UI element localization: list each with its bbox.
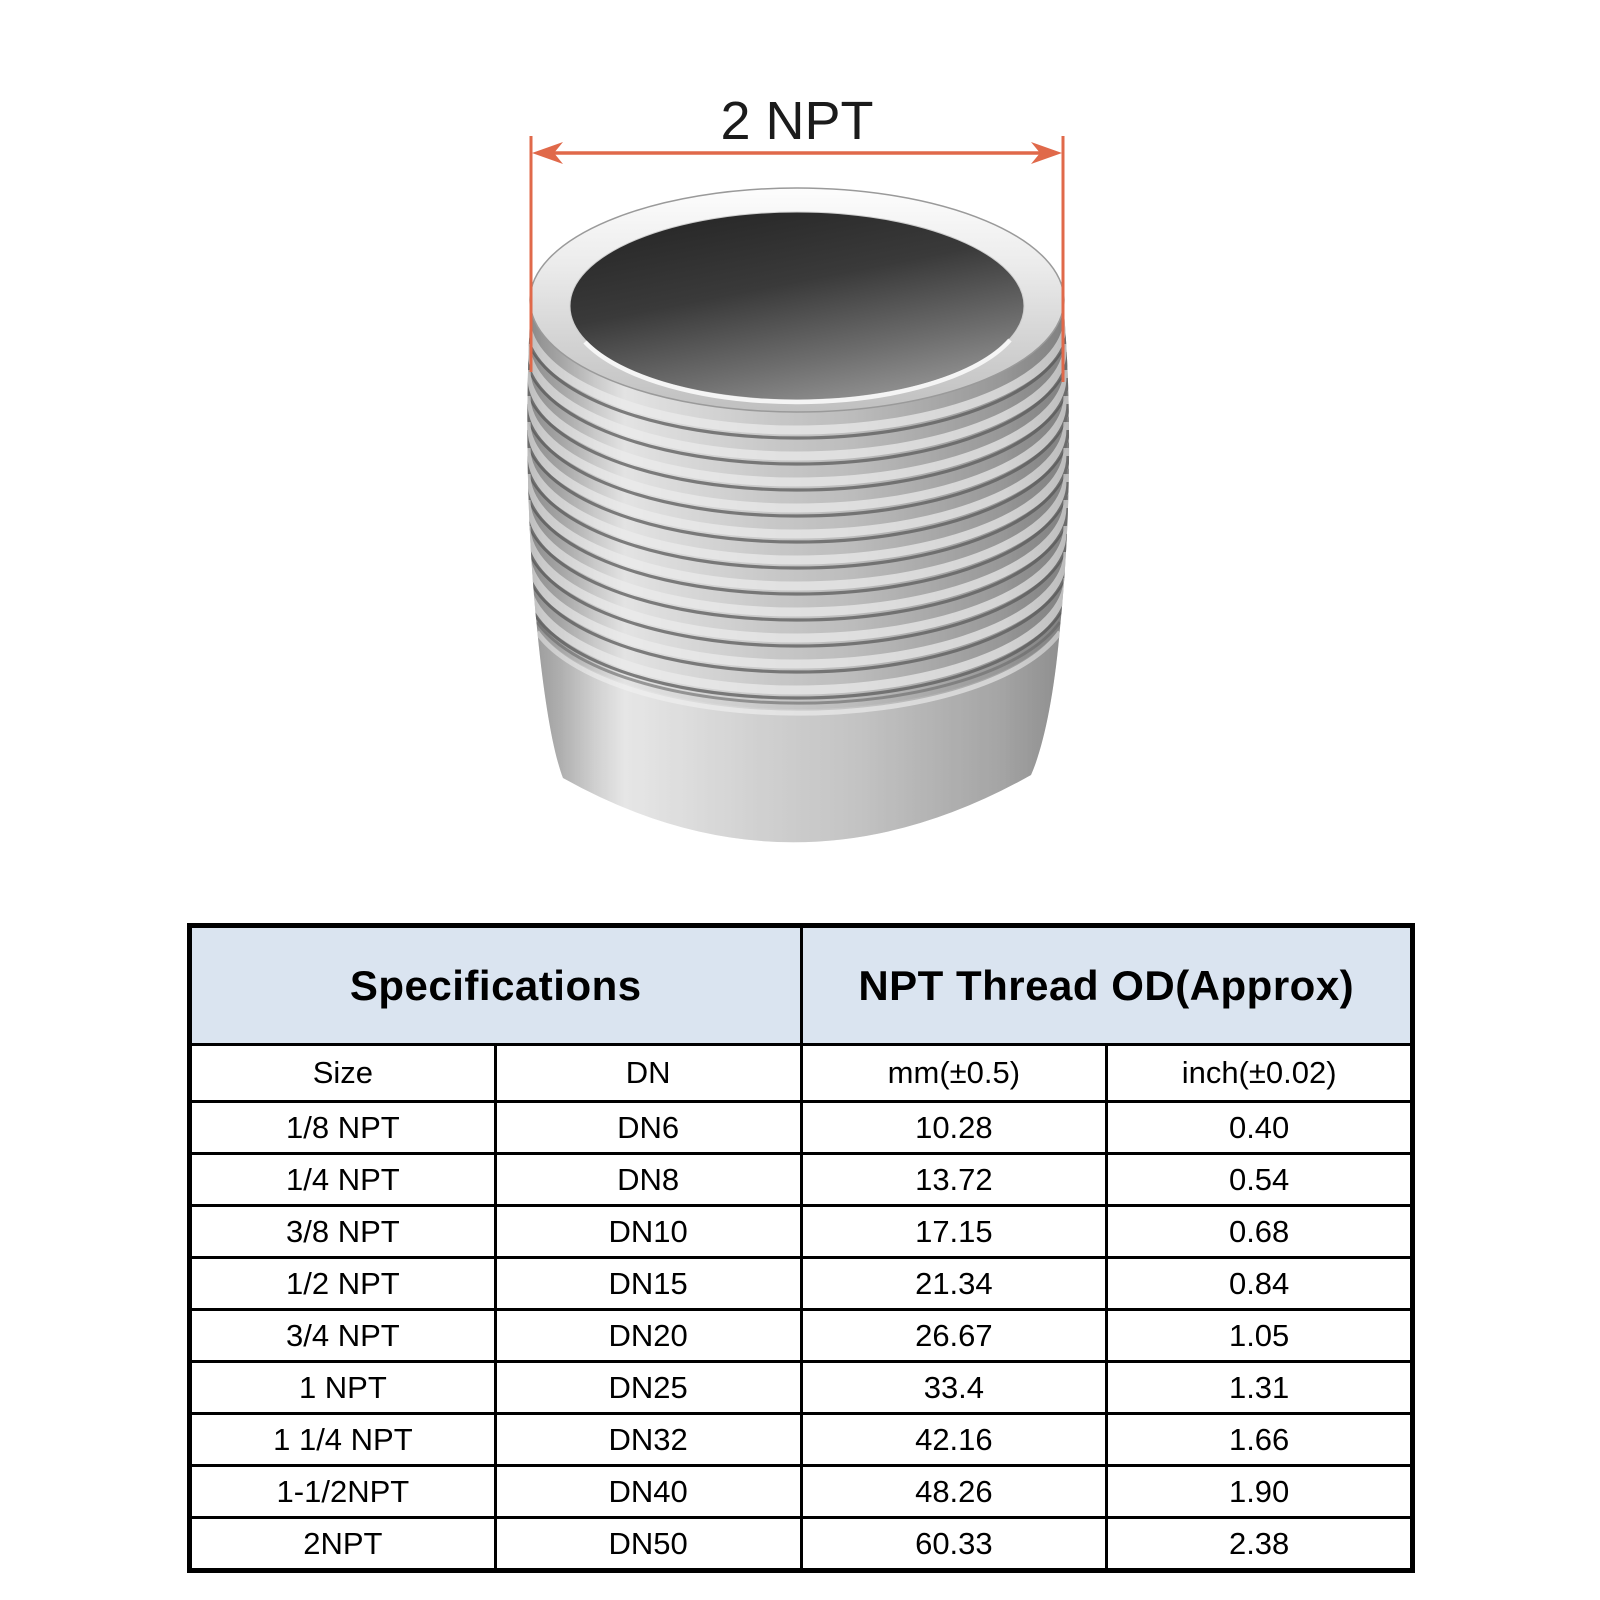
table-cell: DN15: [495, 1258, 801, 1310]
table-cell: 10.28: [801, 1102, 1107, 1154]
table-cell: 1/8 NPT: [190, 1102, 496, 1154]
table-cell: 3/8 NPT: [190, 1206, 496, 1258]
pipe-bore: [570, 212, 1024, 400]
table-cell: 0.84: [1107, 1258, 1413, 1310]
table-cell: 1.90: [1107, 1466, 1413, 1518]
column-header-mm: mm(±0.5): [801, 1045, 1107, 1102]
table-cell: 26.67: [801, 1310, 1107, 1362]
dimension-label: 2 NPT: [720, 91, 874, 151]
table-cell: DN6: [495, 1102, 801, 1154]
table-cell: 1/2 NPT: [190, 1258, 496, 1310]
table-cell: DN10: [495, 1206, 801, 1258]
table-row: [190, 1518, 1413, 1571]
group-header-specifications: Specifications: [190, 926, 802, 1045]
column-header-row: [190, 1045, 1413, 1102]
spec-table-body: [190, 1102, 1413, 1571]
column-header-size: Size: [190, 1045, 496, 1102]
table-cell: 21.34: [801, 1258, 1107, 1310]
group-header-npt-thread-od: NPT Thread OD(Approx): [801, 926, 1413, 1045]
table-cell: 2NPT: [190, 1518, 496, 1571]
table-cell: 0.40: [1107, 1102, 1413, 1154]
table-cell: 60.33: [801, 1518, 1107, 1571]
table-cell: 17.15: [801, 1206, 1107, 1258]
table-cell: DN25: [495, 1362, 801, 1414]
table-cell: DN8: [495, 1154, 801, 1206]
table-cell: DN20: [495, 1310, 801, 1362]
table-cell: 33.4: [801, 1362, 1107, 1414]
table-row: [190, 1258, 1413, 1310]
table-row: [190, 1102, 1413, 1154]
table-cell: 1.05: [1107, 1310, 1413, 1362]
table-cell: 2.38: [1107, 1518, 1413, 1571]
table-row: [190, 1154, 1413, 1206]
pipe-nipple-photo: [500, 185, 1100, 915]
table-row: [190, 1362, 1413, 1414]
column-header-dn: DN: [495, 1045, 801, 1102]
table-cell: 1 NPT: [190, 1362, 496, 1414]
table-cell: 13.72: [801, 1154, 1107, 1206]
table-cell: 1 1/4 NPT: [190, 1414, 496, 1466]
table-cell: DN40: [495, 1466, 801, 1518]
table-cell: 48.26: [801, 1466, 1107, 1518]
column-header-inch: inch(±0.02): [1107, 1045, 1413, 1102]
table-cell: DN50: [495, 1518, 801, 1571]
group-header-row: [190, 926, 1413, 1045]
table-cell: 3/4 NPT: [190, 1310, 496, 1362]
table-cell: 42.16: [801, 1414, 1107, 1466]
table-row: [190, 1310, 1413, 1362]
table-cell: 0.68: [1107, 1206, 1413, 1258]
table-cell: 0.54: [1107, 1154, 1413, 1206]
table-cell: 1.31: [1107, 1362, 1413, 1414]
table-row: [190, 1414, 1413, 1466]
table-cell: 1.66: [1107, 1414, 1413, 1466]
table-cell: DN32: [495, 1414, 801, 1466]
spec-table: [187, 923, 1415, 1573]
table-cell: 1-1/2NPT: [190, 1466, 496, 1518]
table-cell: 1/4 NPT: [190, 1154, 496, 1206]
table-row: [190, 1206, 1413, 1258]
table-row: [190, 1466, 1413, 1518]
